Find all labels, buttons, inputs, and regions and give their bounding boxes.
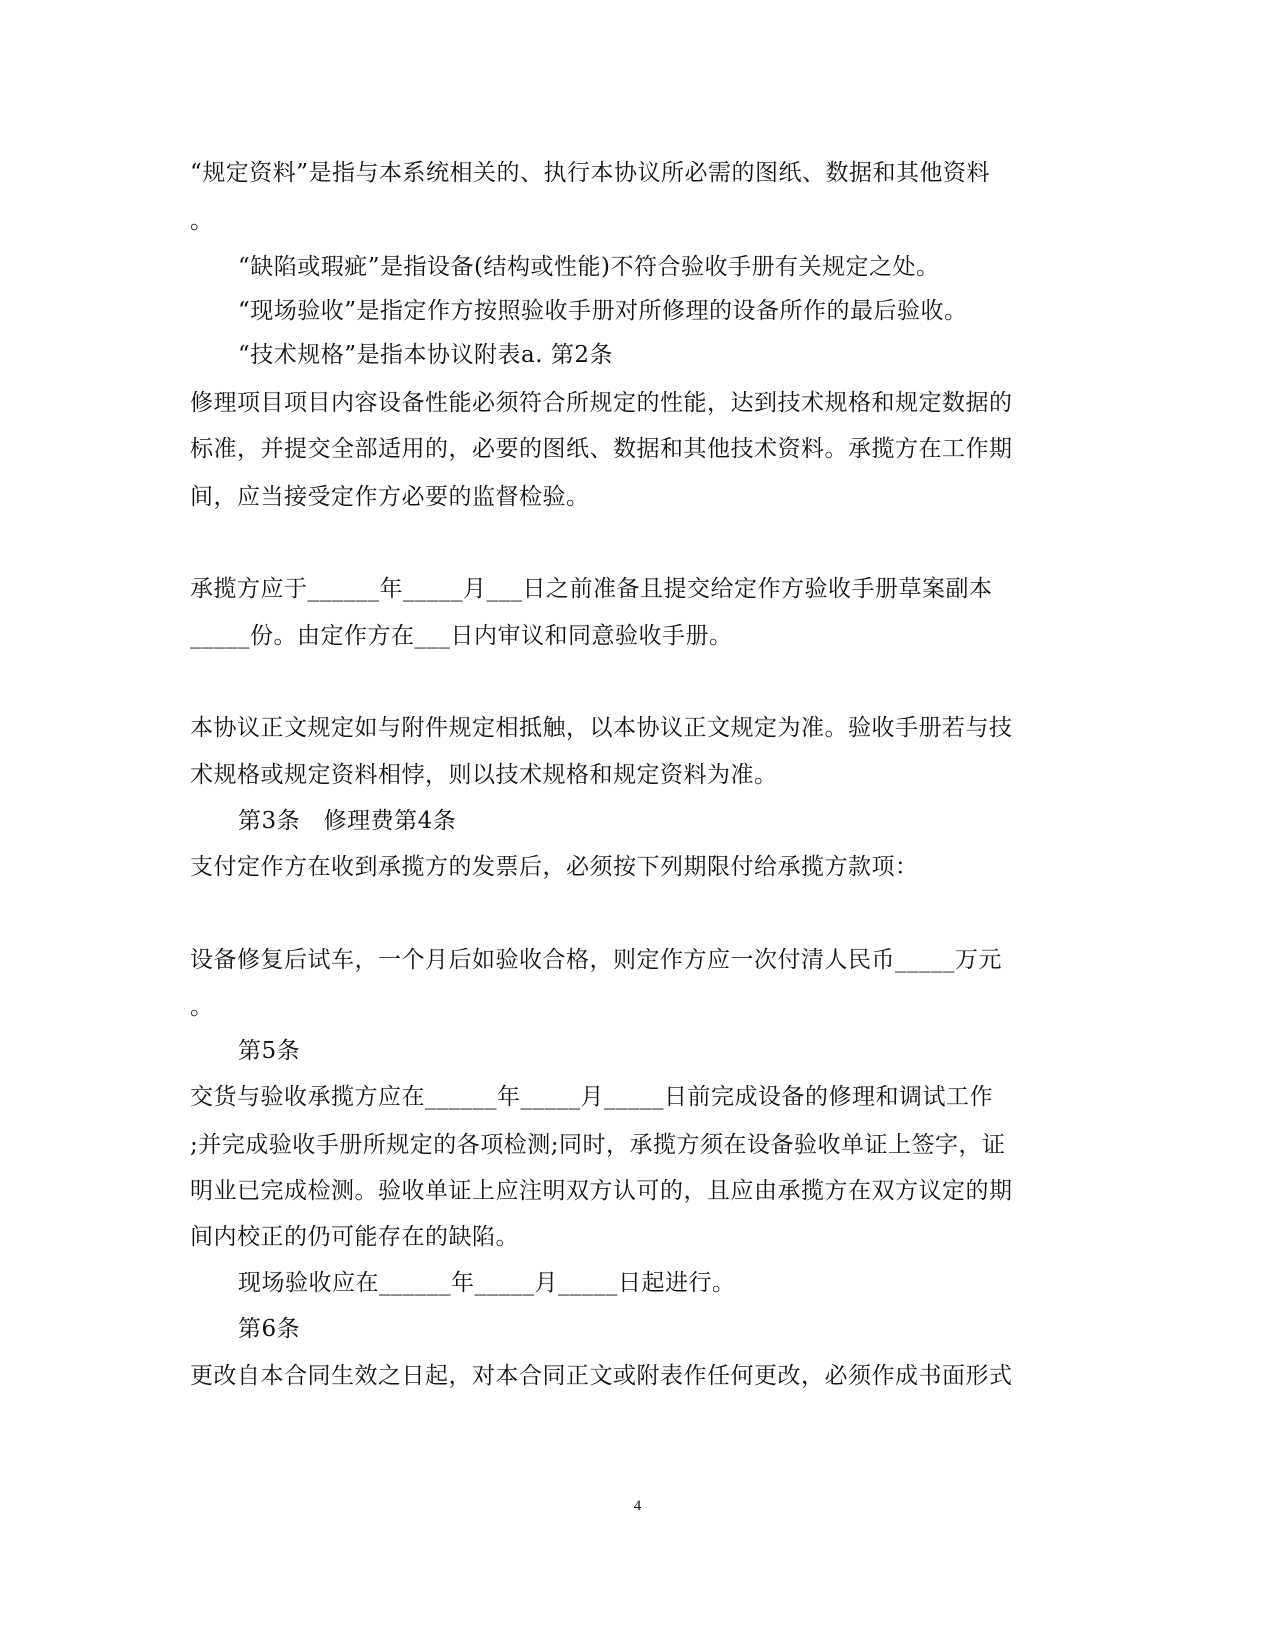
text-line: _____份。由定作方在___日内审议和同意验收手册。 (190, 623, 733, 649)
text-line: 标准，并提交全部适用的，必要的图纸、数据和其他技术资料。承揽方在工作期 (190, 436, 1013, 462)
section-heading: 第3条 修理费第4条 (238, 808, 457, 834)
text-line: 本协议正文规定如与附件规定相抵触，以本协议正文规定为准。验收手册若与技 (190, 715, 1013, 741)
page-number: 4 (633, 1498, 642, 1514)
text-line: 现场验收应在______年_____月_____日起进行。 (238, 1270, 736, 1296)
text-line: 。 (190, 208, 214, 234)
text-line: 。 (190, 994, 214, 1020)
section-heading: 第5条 (238, 1038, 301, 1064)
text-line: “规定资料”是指与本系统相关的、执行本协议所必需的图纸、数据和其他资料 (190, 160, 991, 186)
text-line: 明业已完成检测。验收单证上应注明双方认可的，且应由承揽方在双方议定的期 (190, 1178, 1013, 1204)
text-line: ;并完成验收手册所规定的各项检测;同时，承揽方须在设备验收单证上签字，证 (190, 1132, 1006, 1158)
text-line: 交货与验收承揽方应在______年_____月_____日前完成设备的修理和调试工作 (190, 1084, 993, 1110)
text-line: 设备修复后试车，一个月后如验收合格，则定作方应一次付清人民币_____万元 (190, 947, 1002, 973)
section-heading: 第6条 (238, 1316, 301, 1342)
text-line: 支付定作方在收到承揽方的发票后，必须按下列期限付给承揽方款项： (190, 854, 919, 880)
text-line: 承揽方应于______年_____月___日之前准备且提交给定作方验收手册草案副本 (190, 576, 993, 602)
text-line: 修理项目项目内容设备性能必须符合所规定的性能，达到技术规格和规定数据的 (190, 390, 1013, 416)
text-line: “缺陷或瑕疵”是指设备(结构或性能)不符合验收手册有关规定之处。 (238, 254, 940, 280)
text-line: 间内校正的仍可能存在的缺陷。 (190, 1224, 519, 1250)
text-line: “技术规格”是指本协议附表a. 第2条 (238, 342, 613, 368)
text-line: 间，应当接受定作方必要的监督检验。 (190, 484, 590, 510)
text-line: 术规格或规定资料相悖，则以技术规格和规定资料为准。 (190, 762, 778, 788)
text-line: 更改自本合同生效之日起，对本合同正文或附表作任何更改，必须作成书面形式 (190, 1363, 1013, 1389)
text-line: “现场验收”是指定作方按照验收手册对所修理的设备所作的最后验收。 (238, 298, 968, 324)
